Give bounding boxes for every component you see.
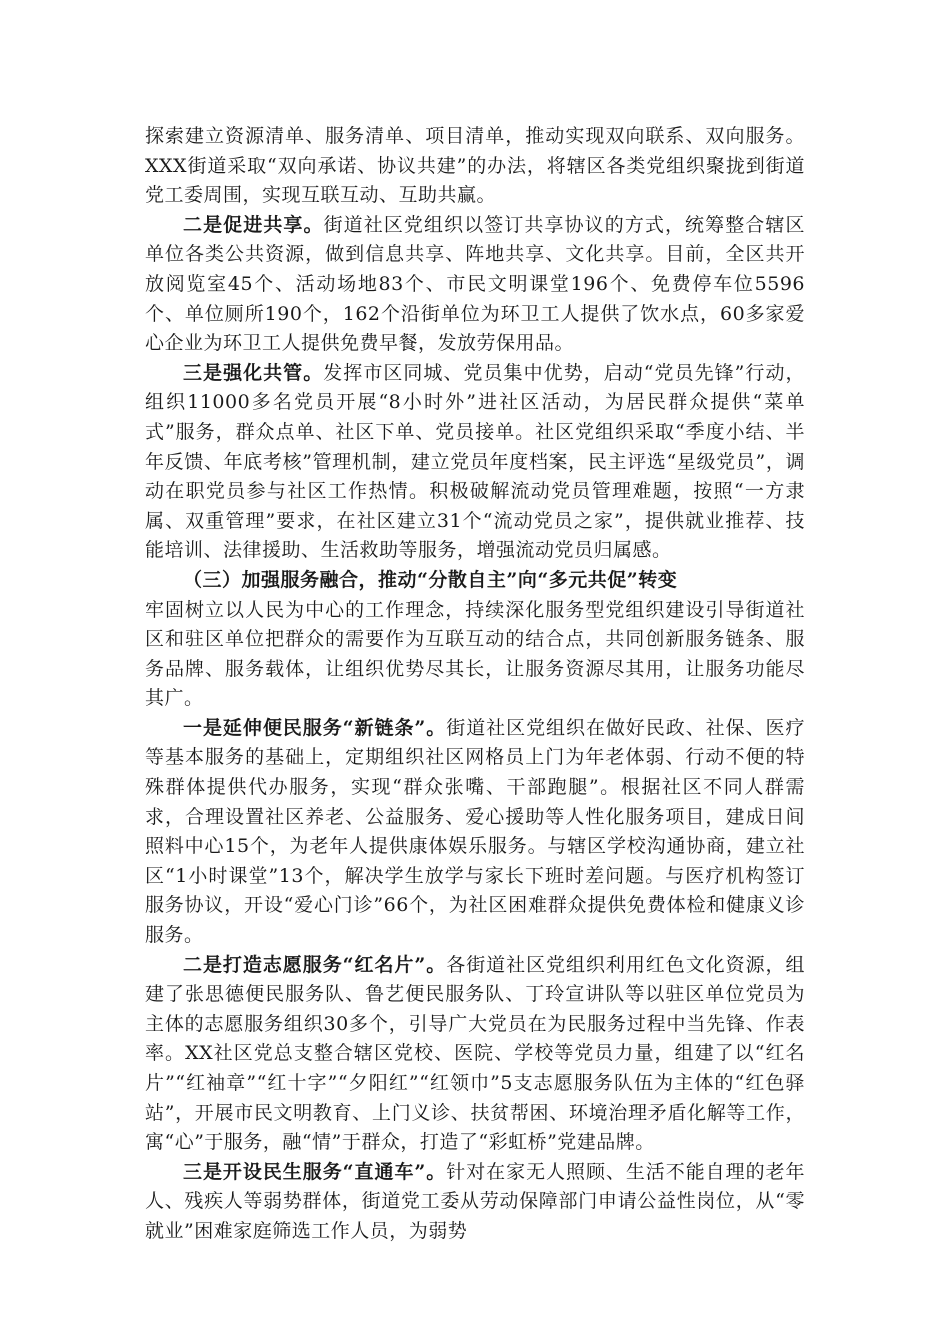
paragraph-lead: 一是延伸便民服务“新链条”。 (183, 716, 447, 739)
paragraph-text: 街道社区党组织以签订共享协议的方式，统筹整合辖区单位各类公共资源，做到信息共享、阵地共享、文化共享。目前，全区共开放阅览室45个、活动场地83个、市民文明课堂196个、免费停车位5596个、单位厕所190个，162个沿街单位为环卫工人提供了饮水点，60多家爱心企业为环卫工人提供免费早餐，发放劳保用品。 (145, 213, 805, 355)
paragraph-text: 各街道社区党组织利用红色文化资源，组建了张思德便民服务队、鲁艺便民服务队、丁玲宣讲队等以驻区单位党员为主体的志愿服务组织30多个，引导广大党员在为民服务过程中当先锋、作表率。XX社区党总支整合辖区党校、医院、学校等党员力量，组建了以“红名片”“红袖章”“红十字”“夕阳红”“红领巾”5支志愿服务队伍为主体的“红色驿站”，开展市民文明教育、上门义诊、扶贫帮困、环境治理矛盾化解等工作，寓“心”于服务，融“情”于群众，打造了“彩虹桥”党建品牌。 (145, 953, 805, 1154)
paragraph-text: 发挥市区同城、党员集中优势，启动“党员先锋”行动，组织11000多名党员开展“8小时外”进社区活动，为居民群众提供“菜单式”服务，群众点单、社区下单、党员接单。社区党组织采取“季度小结、半年反馈、年底考核”管理机制，建立党员年度档案，民主评选“星级党员”，调动在职党员参与社区工作热情。积极破解流动党员管理难题，按照“一方隶属、双重管理”要求，在社区建立31个“流动党员之家”，提供就业推荐、技能培训、法律援助、生活救助等服务，增强流动党员归属感。 (145, 361, 805, 562)
paragraph-convenience-service (145, 714, 805, 951)
paragraph-promote-sharing (145, 211, 805, 359)
paragraph-lead: 三是开设民生服务“直通车”。 (183, 1160, 447, 1183)
paragraph-strengthen-management (145, 359, 805, 566)
paragraph-service-integration (145, 596, 805, 714)
paragraph-text: 探索建立资源清单、服务清单、项目清单，推动实现双向联系、双向服务。XXX街道采取“双向承诺、协议共建”的办法，将辖区各类党组织聚拢到街道党工委周围，实现互联互动、互助共赢。 (145, 125, 805, 207)
paragraph-volunteer-service (145, 951, 805, 1158)
document-body (145, 122, 805, 1247)
paragraph-lead: 二是促进共享。 (183, 213, 324, 236)
paragraph-intro-continued (145, 122, 805, 211)
paragraph-text: 针对在家无人照顾、生活不能自理的老年人、残疾人等弱势群体，街道党工委从劳动保障部门申请公益性岗位，从“零就业”困难家庭筛选工作人员，为弱势 (145, 1160, 805, 1242)
paragraph-livelihood-service (145, 1158, 805, 1247)
section-heading: （三）加强服务融合，推动“分散自主”向“多元共促”转变 (183, 568, 678, 591)
paragraph-lead: 二是打造志愿服务“红名片”。 (183, 953, 447, 976)
paragraph-text: 牢固树立以人民为中心的工作理念，持续深化服务型党组织建设引导街道社区和驻区单位把群众的需要作为互联互动的结合点，共同创新服务链条、服务品牌、服务载体，让组织优势尽其长，让服务资源尽其用，让服务功能尽其广。 (145, 598, 805, 710)
paragraph-text: 街道社区党组织在做好民政、社保、医疗等基本服务的基础上，定期组织社区网格员上门为年老体弱、行动不便的特殊群体提供代办服务，实现“群众张嘴、干部跑腿”。根据社区不同人群需求，合理设置社区养老、公益服务、爱心援助等人性化服务项目，建成日间照料中心15个，为老年人提供康体娱乐服务。与辖区学校沟通协商，建立社区“1小时课堂”13个，解决学生放学与家长下班时差问题。与医疗机构签订服务协议，开设“爱心门诊”66个，为社区困难群众提供免费体检和健康义诊服务。 (145, 716, 805, 947)
paragraph-lead: 三是强化共管。 (183, 361, 324, 384)
